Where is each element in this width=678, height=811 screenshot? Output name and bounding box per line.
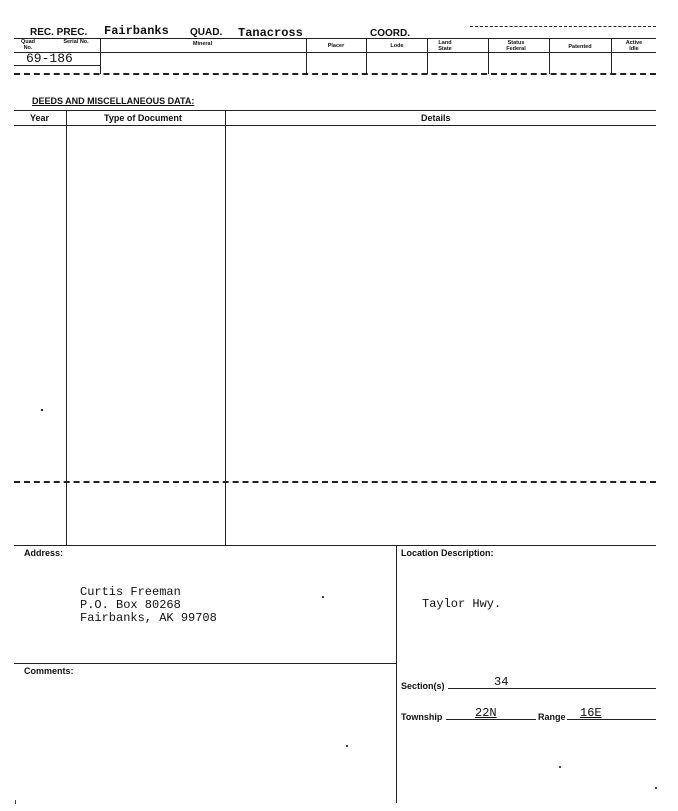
quad-label: QUAD.	[190, 27, 223, 38]
grid-v-5	[488, 38, 489, 74]
col-active-idle: Active Idle	[625, 40, 643, 52]
bottom-v-divider	[396, 545, 397, 803]
deeds-col-type: Type of Document	[104, 113, 182, 123]
stray-mark-4	[559, 766, 561, 768]
stray-mark-6	[655, 787, 657, 789]
col-placer: Placer	[327, 43, 345, 49]
address-line-2: P.O. Box 80268	[80, 598, 181, 612]
section-underline	[448, 688, 656, 689]
rec-prec-value: Fairbanks	[104, 24, 169, 38]
coord-label: COORD.	[370, 28, 410, 39]
address-line-3: Fairbanks, AK 99708	[80, 611, 217, 625]
comments-label: Comments:	[24, 666, 74, 676]
coord-blank-dash	[470, 26, 656, 27]
location-value: Taylor Hwy.	[422, 597, 502, 611]
grid-v-4	[427, 38, 428, 74]
stray-mark-5	[15, 800, 16, 804]
col-serial-no: Serial No.	[63, 39, 89, 45]
section-label: Section(s)	[401, 681, 445, 691]
section-value: 34	[494, 675, 509, 689]
col-patented: Patented	[568, 44, 592, 50]
deeds-v-2	[225, 110, 226, 545]
col-status-federal: Status Federal	[506, 40, 526, 52]
stray-mark-3	[346, 745, 348, 747]
record-dash-line	[14, 73, 656, 75]
header-bottom-line	[14, 52, 656, 53]
bottom-top-line	[14, 545, 656, 546]
record-underline	[14, 65, 100, 66]
grid-v-2	[306, 38, 307, 74]
quad-serial-value: 69-186	[26, 51, 73, 66]
rec-prec-label: REC. PREC.	[30, 27, 88, 38]
location-label: Location Description:	[401, 548, 494, 558]
deeds-dash-line	[14, 481, 656, 483]
quad-value: Tanacross	[238, 26, 303, 40]
grid-v-1	[100, 38, 101, 74]
col-mineral: Mineral	[192, 41, 213, 47]
township-value: 22N	[475, 706, 497, 720]
deeds-col-details: Details	[421, 113, 451, 123]
col-land-state: Land State	[438, 40, 452, 52]
stray-mark	[41, 409, 43, 411]
address-label: Address:	[24, 548, 64, 558]
grid-v-7	[611, 38, 612, 74]
col-lode: Lode	[390, 43, 404, 49]
col-quad-no: Quad No.	[20, 39, 36, 51]
header-top-line	[14, 38, 656, 39]
range-value: 16E	[580, 706, 602, 720]
deeds-col-year: Year	[30, 113, 50, 123]
deeds-header-line	[14, 125, 656, 126]
grid-v-6	[549, 38, 550, 74]
stray-mark-2	[322, 596, 324, 598]
comments-top-line	[14, 663, 396, 664]
range-label: Range	[538, 712, 566, 722]
deeds-v-1	[66, 110, 67, 545]
address-line-1: Curtis Freeman	[80, 585, 181, 599]
grid-v-3	[366, 38, 367, 74]
deeds-top-line	[14, 110, 656, 111]
deeds-title: DEEDS AND MISCELLANEOUS DATA:	[32, 96, 195, 106]
township-label: Township	[401, 712, 443, 722]
